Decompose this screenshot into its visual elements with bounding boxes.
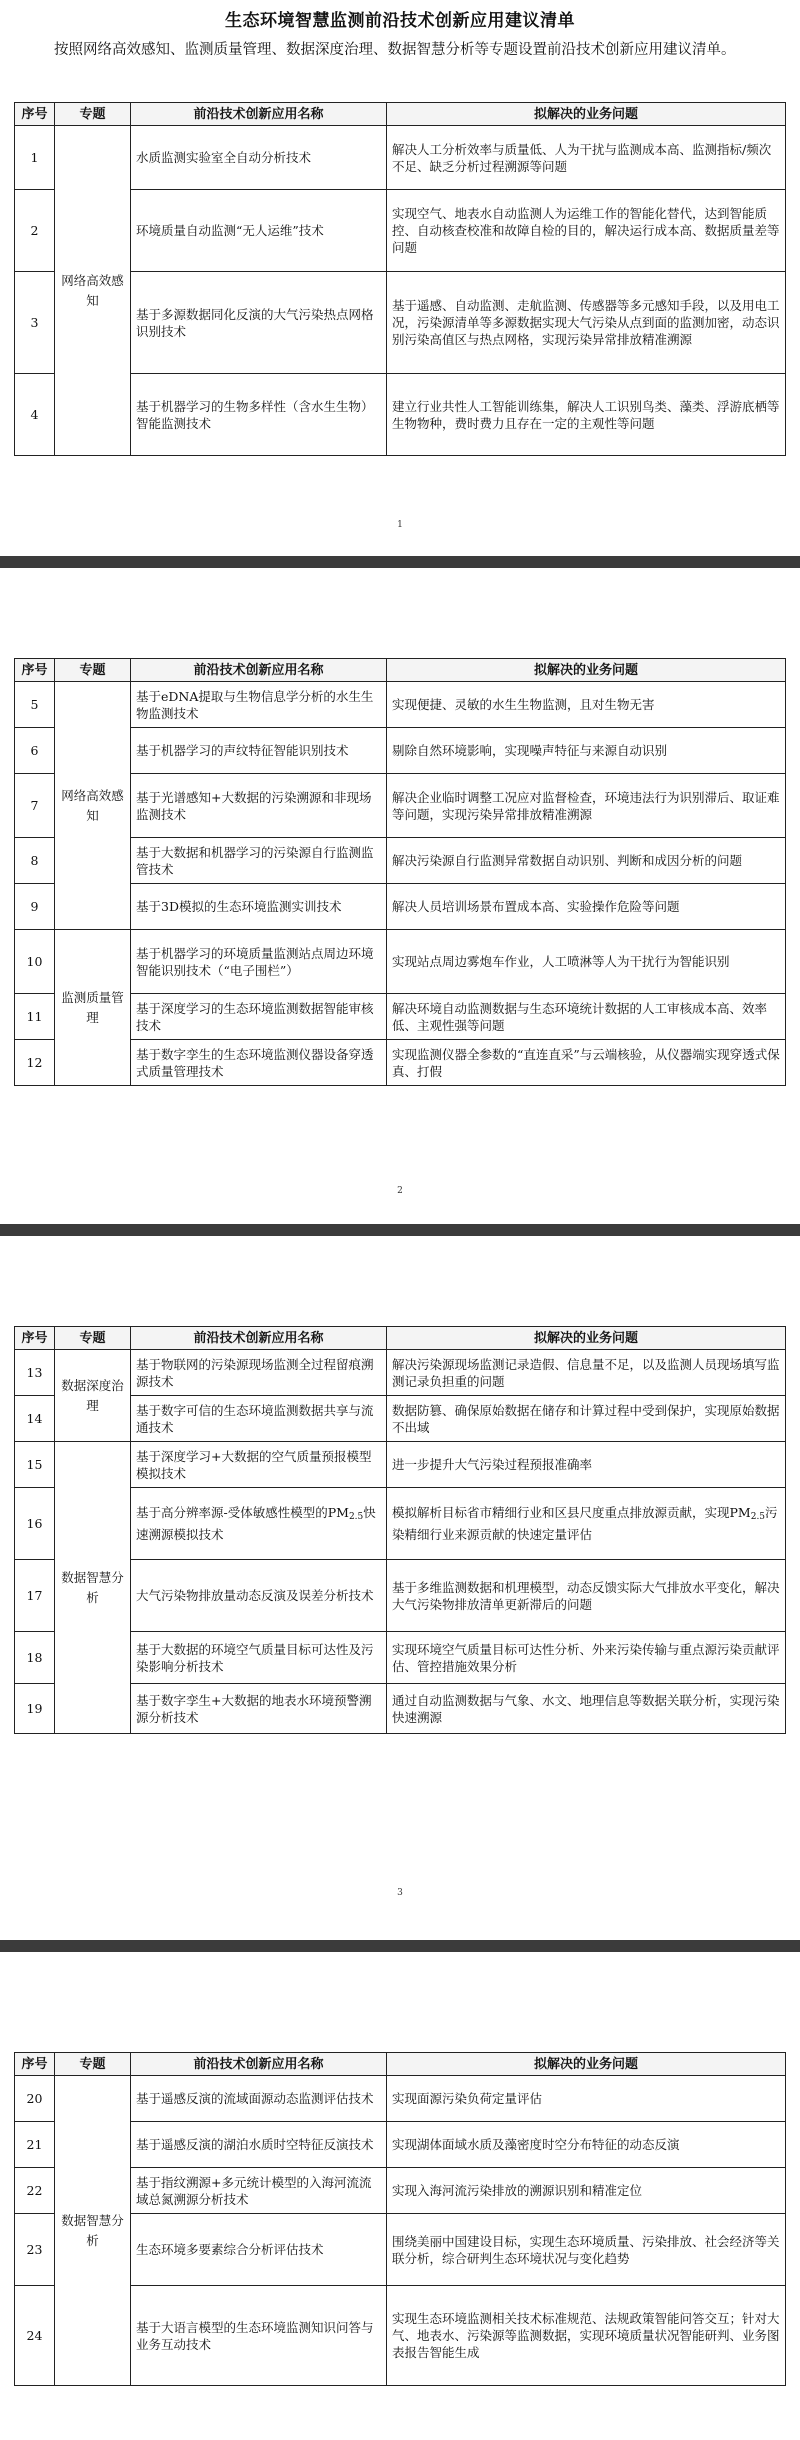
business-problem: 围绕美丽中国建设目标，实现生态环境质量、污染排放、社会经济等关联分析，综合研判生态环境状况与变化趋势 <box>387 2214 786 2286</box>
header-topic: 专题 <box>55 1327 131 1350</box>
row-number: 3 <box>15 272 55 374</box>
tech-name: 基于数字孪生的生态环境监测仪器设备穿透式质量管理技术 <box>131 1040 387 1086</box>
row-number: 17 <box>15 1560 55 1632</box>
business-problem: 实现监测仪器全参数的“直连直采”与云端核验，从仪器端实现穿透式保真、打假 <box>387 1040 786 1086</box>
row-number: 12 <box>15 1040 55 1086</box>
business-problem <box>387 1488 786 1560</box>
business-problem: 实现面源污染负荷定量评估 <box>387 2076 786 2122</box>
row-number: 6 <box>15 728 55 774</box>
table-row <box>15 2122 786 2168</box>
tech-name: 基于机器学习的生物多样性（含水生生物）智能监测技术 <box>131 374 387 456</box>
topic-cell: 网络高效感知 <box>55 126 131 456</box>
table-header-row <box>15 2053 786 2076</box>
tech-name: 基于机器学习的声纹特征智能识别技术 <box>131 728 387 774</box>
business-problem: 实现空气、地表水自动监测人为运维工作的智能化替代，达到智能质控、自动核查校准和故障自检的目的，解决运行成本高、数据质量差等问题 <box>387 190 786 272</box>
header-problem: 拟解决的业务问题 <box>387 1327 786 1350</box>
row-number: 2 <box>15 190 55 272</box>
table-page-2 <box>14 658 786 1086</box>
header-name: 前沿技术创新应用名称 <box>131 659 387 682</box>
pm-subscript: 2.5 <box>348 1512 364 1522</box>
table-row <box>15 682 786 728</box>
tech-name: 基于大数据和机器学习的污染源自行监测监管技术 <box>131 838 387 884</box>
tech-name: 基于物联网的污染源现场监测全过程留痕溯源技术 <box>131 1350 387 1396</box>
tech-name: 基于数字可信的生态环境监测数据共享与流通技术 <box>131 1396 387 1442</box>
table-row <box>15 1632 786 1684</box>
header-no: 序号 <box>15 103 55 126</box>
row-number: 7 <box>15 774 55 838</box>
business-problem: 建立行业共性人工智能训练集，解决人工识别鸟类、藻类、浮游底栖等生物物种，费时费力且存在一定的主观性等问题 <box>387 374 786 456</box>
table-row <box>15 774 786 838</box>
page-4 <box>0 1952 800 2440</box>
table-row <box>15 1350 786 1396</box>
header-problem: 拟解决的业务问题 <box>387 659 786 682</box>
business-problem: 解决污染源自行监测异常数据自动识别、判断和成因分析的问题 <box>387 838 786 884</box>
header-topic: 专题 <box>55 103 131 126</box>
business-problem: 通过自动监测数据与气象、水文、地理信息等数据关联分析，实现污染快速溯源 <box>387 1684 786 1734</box>
table-header-row <box>15 103 786 126</box>
row-number: 4 <box>15 374 55 456</box>
problem-suffix: 污染精细行业来源贡献的快速定量评估 <box>392 1505 778 1542</box>
business-problem: 解决企业临时调整工况应对监督检查，环境违法行为识别滞后、取证难等问题，实现污染异常排放精准溯源 <box>387 774 786 838</box>
row-number: 23 <box>15 2214 55 2286</box>
row-number: 10 <box>15 930 55 994</box>
business-problem: 剔除自然环境影响，实现噪声特征与来源自动识别 <box>387 728 786 774</box>
table-row <box>15 272 786 374</box>
tech-name: 基于深度学习+大数据的空气质量预报模型模拟技术 <box>131 1442 387 1488</box>
table-row <box>15 728 786 774</box>
header-problem: 拟解决的业务问题 <box>387 103 786 126</box>
table-row <box>15 2214 786 2286</box>
tech-name <box>131 1488 387 1560</box>
page-3 <box>0 1236 800 1940</box>
business-problem: 数据防篡、确保原始数据在储存和计算过程中受到保护，实现原始数据不出域 <box>387 1396 786 1442</box>
table-row <box>15 1560 786 1632</box>
table-row <box>15 1488 786 1560</box>
tech-name: 生态环境多要素综合分析评估技术 <box>131 2214 387 2286</box>
tech-name: 环境质量自动监测“无人运维”技术 <box>131 190 387 272</box>
page-2 <box>0 568 800 1224</box>
row-number: 15 <box>15 1442 55 1488</box>
row-number: 16 <box>15 1488 55 1560</box>
business-problem: 进一步提升大气污染过程预报准确率 <box>387 1442 786 1488</box>
table-row <box>15 838 786 884</box>
header-problem: 拟解决的业务问题 <box>387 2053 786 2076</box>
tech-name: 基于eDNA提取与生物信息学分析的水生生物监测技术 <box>131 682 387 728</box>
row-number: 22 <box>15 2168 55 2214</box>
tech-name: 基于大数据的环境空气质量目标可达性及污染影响分析技术 <box>131 1632 387 1684</box>
business-problem: 基于遥感、自动监测、走航监测、传感器等多元感知手段，以及用电工况，污染源清单等多源数据实现大气污染从点到面的监测加密，动态识别污染高值区与热点网格，实现污染异常排放精准溯源 <box>387 272 786 374</box>
header-topic: 专题 <box>55 659 131 682</box>
page-1 <box>0 0 800 556</box>
page-number: 2 <box>397 1186 403 1196</box>
business-problem: 解决人员培训场景布置成本高、实验操作危险等问题 <box>387 884 786 930</box>
header-topic: 专题 <box>55 2053 131 2076</box>
row-number: 1 <box>15 126 55 190</box>
topic-cell: 监测质量管理 <box>55 930 131 1086</box>
table-row <box>15 126 786 190</box>
business-problem: 实现湖体面域水质及藻密度时空分布特征的动态反演 <box>387 2122 786 2168</box>
row-number: 18 <box>15 1632 55 1684</box>
table-row <box>15 190 786 272</box>
tech-name: 水质监测实验室全自动分析技术 <box>131 126 387 190</box>
tech-name: 大气污染物排放量动态反演及误差分析技术 <box>131 1560 387 1632</box>
business-problem: 实现便捷、灵敏的水生生物监测，且对生物无害 <box>387 682 786 728</box>
table-row <box>15 1442 786 1488</box>
header-name: 前沿技术创新应用名称 <box>131 1327 387 1350</box>
row-number: 19 <box>15 1684 55 1734</box>
table-page-3 <box>14 1326 786 1734</box>
tech-name: 基于指纹溯源+多元统计模型的入海河流流域总氮溯源分析技术 <box>131 2168 387 2214</box>
row-number: 21 <box>15 2122 55 2168</box>
topic-cell: 数据智慧分析 <box>55 1442 131 1734</box>
tech-name-prefix: 基于高分辨率源-受体敏感性模型的PM <box>136 1505 349 1520</box>
tech-name: 基于大语言模型的生态环境监测知识问答与业务互动技术 <box>131 2286 387 2386</box>
table-page-4 <box>14 2052 786 2386</box>
document-intro: 按照网络高效感知、监测质量管理、数据深度治理、数据智慧分析等专题设置前沿技术创新应用建议清单。 <box>54 42 736 58</box>
business-problem: 实现站点周边雾炮车作业，人工喷淋等人为干扰行为智能识别 <box>387 930 786 994</box>
row-number: 14 <box>15 1396 55 1442</box>
table-row <box>15 2286 786 2386</box>
topic-cell: 数据智慧分析 <box>55 2076 131 2386</box>
table-row <box>15 2076 786 2122</box>
row-number: 9 <box>15 884 55 930</box>
problem-prefix: 模拟解析目标省市精细行业和区县尺度重点排放源贡献，实现PM <box>392 1505 751 1520</box>
page-number: 3 <box>397 1888 403 1898</box>
business-problem: 实现环境空气质量目标可达性分析、外来污染传输与重点源污染贡献评估、管控措施效果分析 <box>387 1632 786 1684</box>
row-number: 13 <box>15 1350 55 1396</box>
pm-subscript: 2.5 <box>750 1512 766 1522</box>
table-header-row <box>15 1327 786 1350</box>
row-number: 5 <box>15 682 55 728</box>
header-name: 前沿技术创新应用名称 <box>131 103 387 126</box>
business-problem: 实现入海河流污染排放的溯源识别和精准定位 <box>387 2168 786 2214</box>
table-row <box>15 1040 786 1086</box>
header-no: 序号 <box>15 659 55 682</box>
business-problem: 解决人工分析效率与质量低、人为干扰与监测成本高、监测指标/频次不足、缺乏分析过程溯源等问题 <box>387 126 786 190</box>
tech-name: 基于光谱感知+大数据的污染溯源和非现场监测技术 <box>131 774 387 838</box>
table-row <box>15 1396 786 1442</box>
table-row <box>15 1684 786 1734</box>
tech-name: 基于机器学习的环境质量监测站点周边环境智能识别技术（“电子围栏”） <box>131 930 387 994</box>
header-no: 序号 <box>15 1327 55 1350</box>
table-row <box>15 930 786 994</box>
header-name: 前沿技术创新应用名称 <box>131 2053 387 2076</box>
business-problem: 基于多维监测数据和机理模型，动态反馈实际大气排放水平变化，解决大气污染物排放清单更新滞后的问题 <box>387 1560 786 1632</box>
row-number: 24 <box>15 2286 55 2386</box>
tech-name: 基于3D模拟的生态环境监测实训技术 <box>131 884 387 930</box>
table-row <box>15 884 786 930</box>
tech-name: 基于遥感反演的流域面源动态监测评估技术 <box>131 2076 387 2122</box>
table-row <box>15 2168 786 2214</box>
row-number: 8 <box>15 838 55 884</box>
table-page-1 <box>14 102 786 456</box>
row-number: 11 <box>15 994 55 1040</box>
business-problem: 解决环境自动监测数据与生态环境统计数据的人工审核成本高、效率低、主观性强等问题 <box>387 994 786 1040</box>
table-row <box>15 994 786 1040</box>
row-number: 20 <box>15 2076 55 2122</box>
tech-name: 基于数字孪生+大数据的地表水环境预警溯源分析技术 <box>131 1684 387 1734</box>
document-title: 生态环境智慧监测前沿技术创新应用建议清单 <box>225 11 575 31</box>
table-row <box>15 374 786 456</box>
header-no: 序号 <box>15 2053 55 2076</box>
business-problem: 解决污染源现场监测记录造假、信息量不足，以及监测人员现场填写监测记录负担重的问题 <box>387 1350 786 1396</box>
tech-name: 基于多源数据同化反演的大气污染热点网格识别技术 <box>131 272 387 374</box>
page-number: 1 <box>397 520 403 530</box>
table-header-row <box>15 659 786 682</box>
tech-name: 基于遥感反演的湖泊水质时空特征反演技术 <box>131 2122 387 2168</box>
tech-name-suffix: 快速溯源模拟技术 <box>136 1505 376 1542</box>
topic-cell: 数据深度治理 <box>55 1350 131 1442</box>
business-problem: 实现生态环境监测相关技术标准规范、法规政策智能问答交互；针对大气、地表水、污染源等监测数据，实现环境质量状况智能研判、业务图表报告智能生成 <box>387 2286 786 2386</box>
topic-cell: 网络高效感知 <box>55 682 131 930</box>
tech-name: 基于深度学习的生态环境监测数据智能审核技术 <box>131 994 387 1040</box>
